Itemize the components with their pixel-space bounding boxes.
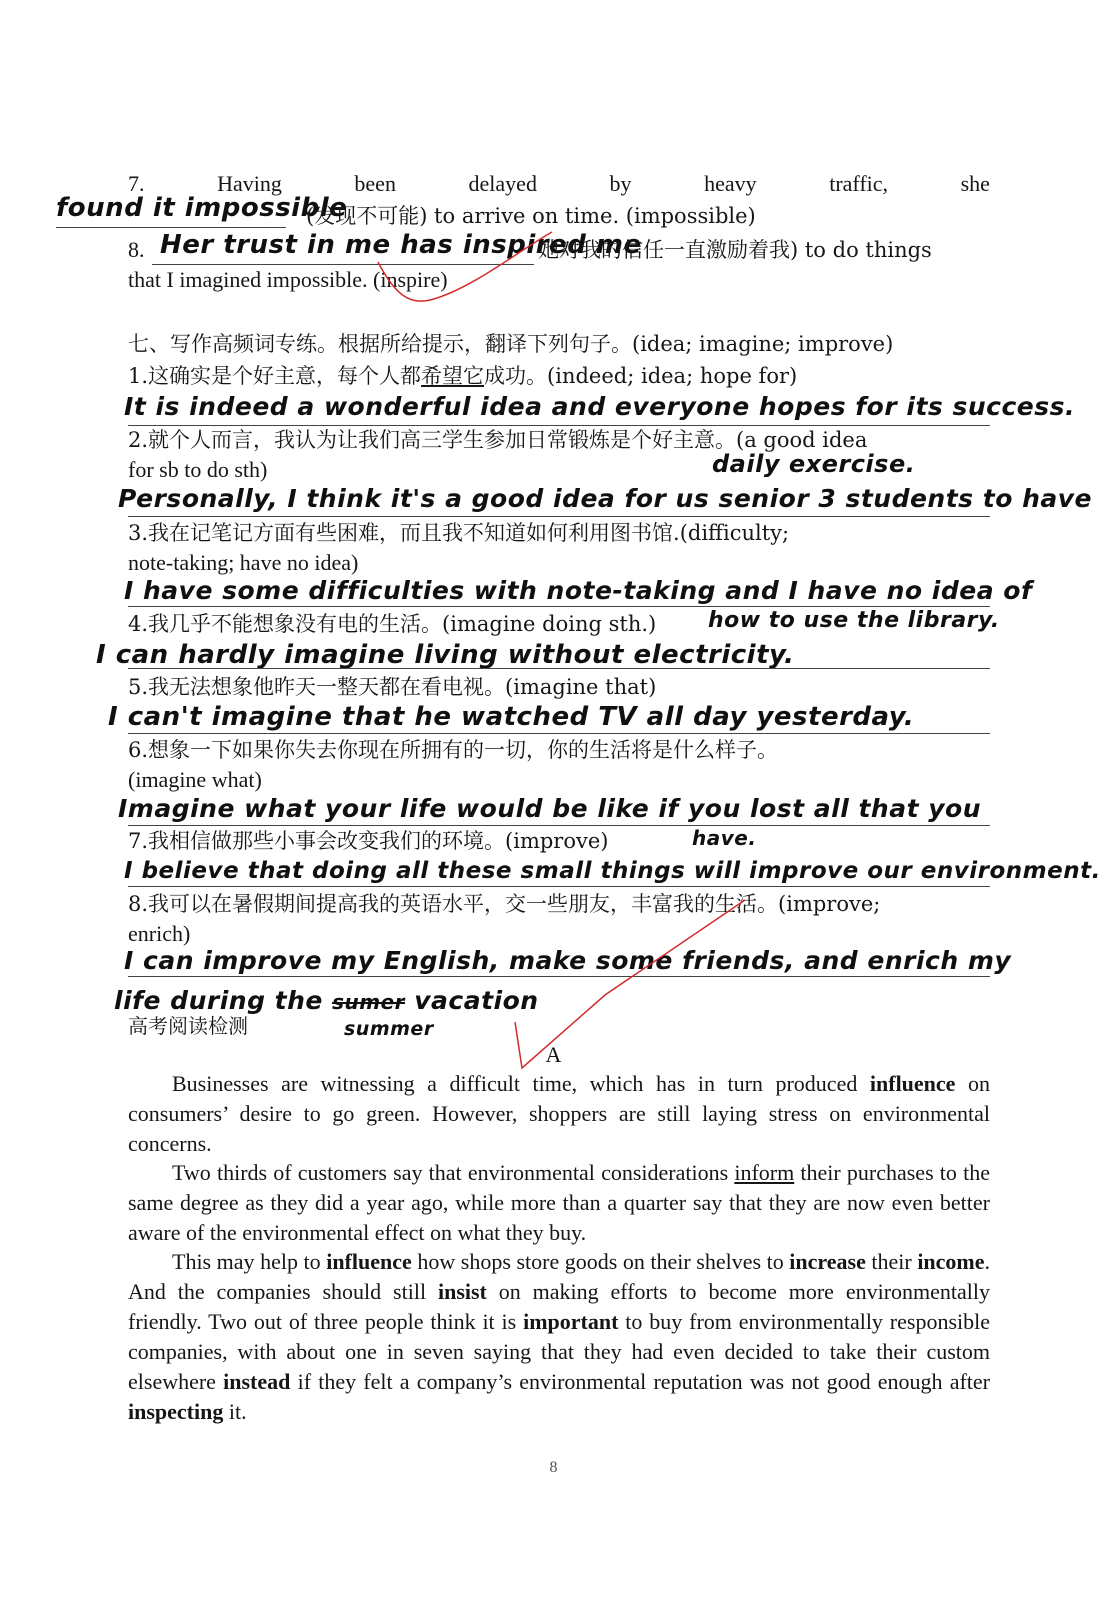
- item-5-answer-line: [128, 733, 990, 734]
- item-1-text: 这确实是个好主意，每个人都: [148, 364, 422, 388]
- q7-word: traffic,: [829, 171, 889, 196]
- item-8-answer: I can improve my English, make some friends, and enrich my: [124, 946, 1012, 975]
- q8-answer-line: [152, 264, 534, 265]
- item-6-answer-cont: have.: [692, 826, 757, 850]
- item-8-correction: summer: [344, 1018, 434, 1040]
- item-8-prompt-cont: enrich): [128, 921, 191, 946]
- item-7-prompt: 7.我相信做那些小事会改变我们的环境。(improve): [128, 829, 609, 853]
- item-6-prompt: 6.想象一下如果你失去你现在所拥有的一切，你的生活将是什么样子。: [128, 738, 779, 762]
- q7-hint: (发现不可能) to arrive on time. (impossible): [306, 204, 756, 228]
- item-3-prompt-cont: note-taking; have no idea): [128, 550, 359, 575]
- reading-heading: 高考阅读检测: [128, 1014, 248, 1038]
- passage-p3-run: on making efforts to become more environmentally friendly. Two out of three people think it is: [128, 1279, 991, 1334]
- q7-answer-line: [56, 227, 286, 228]
- item-4-prompt: 4.我几乎不能想象没有电的生活。(imagine doing sth.): [128, 612, 657, 636]
- item-7-answer-line: [128, 886, 990, 887]
- section-heading: 七、写作高频词专练。根据所给提示，翻译下列句子。(idea; imagine; improve): [128, 332, 894, 356]
- item-8-answer-cont-text: life during the: [114, 986, 323, 1015]
- passage-p2-run: inform: [734, 1160, 795, 1185]
- item-6-answer: Imagine what your life would be like if you lost all that you: [118, 794, 982, 823]
- q7-handwritten-answer: found it impossible: [56, 193, 348, 223]
- item-1-prompt: [128, 362, 990, 390]
- q8-number: 8.: [128, 237, 145, 262]
- item-6-prompt-cont: (imagine what): [128, 767, 262, 792]
- passage-p1-run: influence: [869, 1071, 956, 1096]
- passage-p3-run: their: [865, 1249, 918, 1274]
- q7-word: she: [960, 171, 990, 196]
- passage-p3-run: if they felt a company’s environmental reputation was not good enough after: [290, 1369, 990, 1394]
- item-4-answer-line: [128, 668, 990, 669]
- q7-word: been: [354, 171, 396, 196]
- item-8-answer-cont: [114, 986, 539, 1015]
- item-2-answer-line: [128, 516, 990, 517]
- passage-p2-run: Two thirds of customers say that environmental considerations: [172, 1160, 735, 1185]
- passage-p3-run: income: [917, 1249, 985, 1274]
- item-3-answer-cont: how to use the library.: [708, 608, 1000, 633]
- item-1-number: 1.: [128, 364, 149, 388]
- item-2-answer-cont: daily exercise.: [712, 450, 916, 478]
- passage-p3-run: . And the companies should still: [128, 1249, 991, 1304]
- item-4-answer: I can hardly imagine living without electricity.: [96, 640, 795, 670]
- passage-p3-run: This may help to: [172, 1249, 327, 1274]
- page-number: 8: [549, 1459, 558, 1476]
- passage-p1-run: on consumers’ desire to go green. However, shoppers are still laying stress on environmental concerns.: [128, 1071, 990, 1156]
- item-8-prompt: 8.我可以在暑假期间提高我的英语水平，交一些朋友，丰富我的生活。(improve;: [128, 892, 881, 916]
- passage-paragraph-3: [128, 1247, 990, 1427]
- item-3-answer: I have some difficulties with note-taking and I have no idea of: [124, 576, 1033, 605]
- item-5-answer: I can't imagine that he watched TV all day yesterday.: [108, 702, 915, 732]
- item-5-prompt: 5.我无法想象他昨天一整天都在看电视。(imagine that): [128, 675, 657, 699]
- item-1-answer: It is indeed a wonderful idea and everyone hopes for its success.: [124, 392, 1076, 421]
- item-1-underlined: 希望它: [421, 364, 485, 388]
- passage-p1-run: Businesses are witnessing a difficult time, which has in turn produced: [172, 1071, 870, 1096]
- q8-line2: that I imagined impossible. (inspire): [128, 267, 448, 292]
- passage-p3-run: insist: [437, 1279, 487, 1304]
- passage-p3-run: inspecting: [128, 1399, 224, 1424]
- passage-p3-run: increase: [789, 1249, 866, 1274]
- q7-number: 7.: [128, 171, 145, 196]
- item-8-answer-end: vacation: [414, 986, 539, 1015]
- q7-word: Having: [217, 171, 282, 196]
- q8-hint: 她对我的信任一直激励着我) to do things: [538, 238, 932, 262]
- passage-p3-run: instead: [223, 1369, 291, 1394]
- item-7-answer: I believe that doing all these small things will improve our environment.: [124, 858, 1101, 884]
- passage-paragraph-1: [128, 1069, 990, 1159]
- item-3-answer-line: [128, 606, 990, 607]
- q7-word: heavy: [704, 171, 757, 196]
- passage-paragraph-2: [128, 1158, 990, 1248]
- passage-p2-run: their purchases to the same degree as they did a year ago, while more than a quarter say that they are now even better aware of the environmental effect on what they buy.: [128, 1160, 990, 1245]
- passage-p3-run: it.: [223, 1399, 247, 1424]
- item-2-answer: Personally, I think it's a good idea for us senior 3 students to have: [118, 484, 1093, 513]
- passage-p3-run: important: [523, 1309, 619, 1334]
- item-8-answer-line: [128, 976, 990, 977]
- q7-word: delayed: [468, 171, 537, 196]
- item-6-answer-line: [128, 825, 990, 826]
- q8-handwritten-answer: Her trust in me has inspired me: [160, 230, 642, 260]
- item-3-prompt: 3.我在记笔记方面有些困难，而且我不知道如何利用图书馆.(difficulty;: [128, 521, 790, 545]
- item-8-struck-word: sumer: [332, 990, 406, 1014]
- item-2-prompt-cont: for sb to do sth): [128, 457, 268, 482]
- q7-word: by: [609, 171, 632, 196]
- item-2-prompt: 2.就个人而言，我认为让我们高三学生参加日常锻炼是个好主意。(a good idea: [128, 428, 868, 452]
- passage-p3-run: how shops store goods on their shelves to: [411, 1249, 790, 1274]
- passage-p3-run: influence: [326, 1249, 412, 1274]
- passage-p3-run: to buy from environmentally responsible companies, with about one in seven saying that they had even decided to take their custom elsewhere: [128, 1309, 990, 1394]
- item-1-hint: 成功。(indeed; idea; hope for): [484, 364, 798, 388]
- passage-letter: A: [545, 1042, 562, 1067]
